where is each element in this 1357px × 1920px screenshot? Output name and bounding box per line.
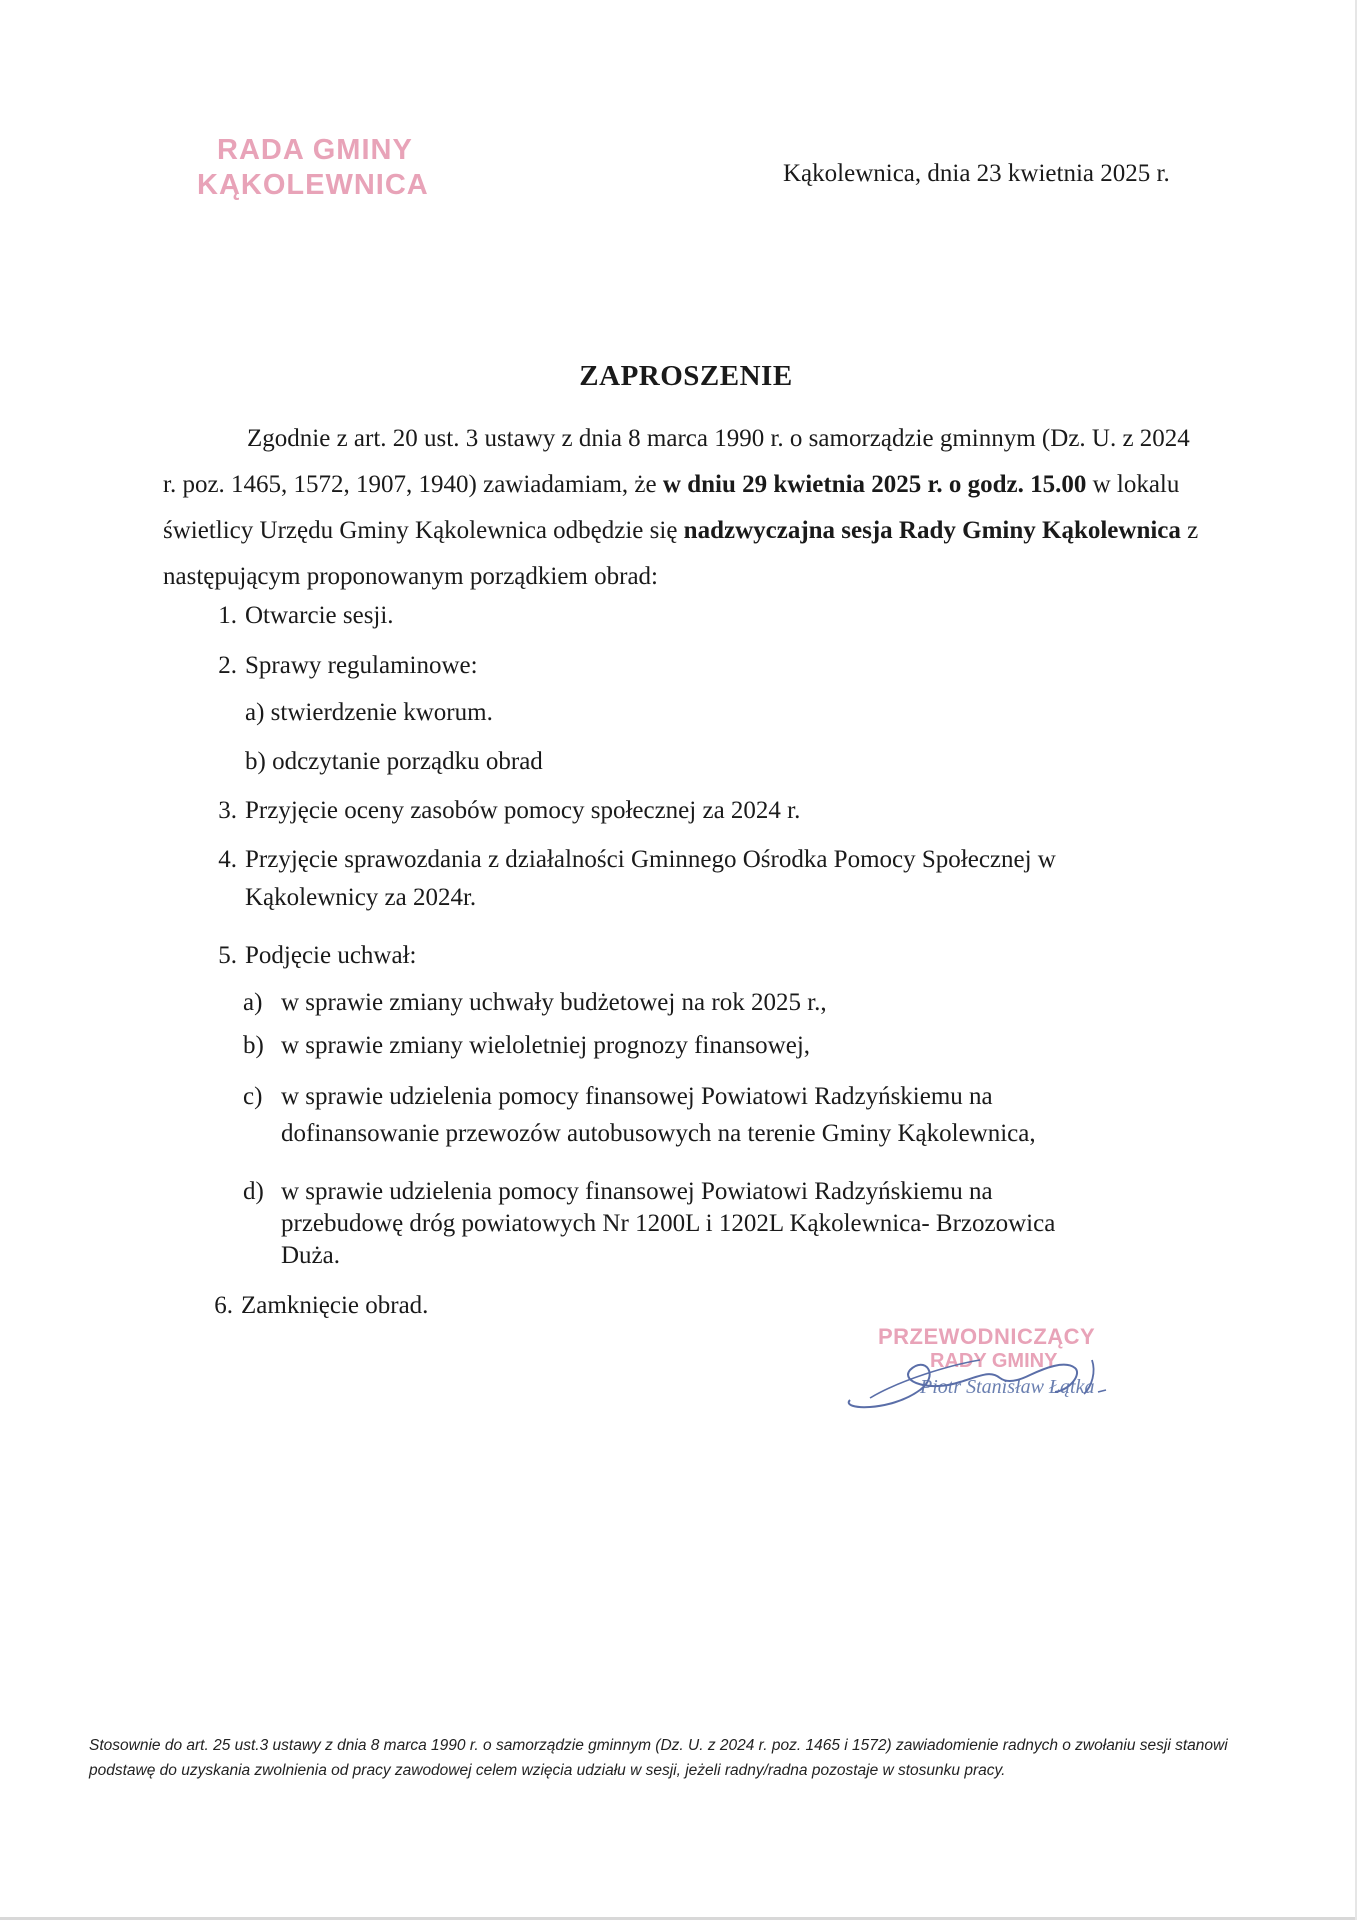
handwritten-signature xyxy=(830,1320,1130,1420)
agenda-subitem-5c xyxy=(243,1081,993,1112)
agenda-subitem-2b: b) odczytanie porządku obrad xyxy=(245,748,543,775)
chairman-signature-block xyxy=(830,1320,1130,1420)
agenda-number: 2. xyxy=(218,652,237,679)
agenda-subitem-5d-line-3: Duża. xyxy=(281,1242,340,1269)
signature-stamp-name: Piotr Stanisław Łątka xyxy=(920,1376,1095,1398)
agenda-text: Sprawy regulaminowe: xyxy=(245,652,478,679)
agenda-text: Podjęcie uchwał: xyxy=(245,942,417,969)
signature-stamp-subtitle: RADY GMINY xyxy=(930,1350,1058,1372)
intro-session-name: nadzwyczajna sesja Rady Gminy Kąkolewnica xyxy=(683,517,1181,544)
stamp-line-1: RADA GMINY xyxy=(217,134,413,166)
intro-paragraph xyxy=(163,416,1203,600)
document-title: ZAPROSZENIE xyxy=(579,360,793,392)
council-stamp xyxy=(197,133,429,203)
stamp-line-2: KĄKOLEWNICA xyxy=(197,169,429,201)
agenda-item-6 xyxy=(191,1290,428,1321)
subitem-marker: a) xyxy=(243,989,263,1016)
legal-footnote: Stosownie do art. 25 ust.3 ustawy z dnia 8 marca 1990 r. o samorządzie gminnym (Dz. U. z 2024 r. poz. 1465 i 1572) zawiadomienie radnych o zwołaniu sesji stanowi podstawę do uzyskania zwolnienia od pracy zawodowej celem wzięcia udziału w sesji, jeżeli radny/radna pozostaje w stosunku pracy. xyxy=(89,1737,1228,1779)
agenda-subitem-5b xyxy=(243,1030,810,1061)
agenda-subitem-5d-line-2: przebudowę dróg powiatowych Nr 1200L i 1202L Kąkolewnica- Brzozowica xyxy=(281,1210,1056,1237)
intro-text-2: w lokalu świetlicy Urzędu Gminy Kąkolewnica odbędzie się xyxy=(163,471,1180,544)
agenda-item-4-line-2: Kąkolewnicy za 2024r. xyxy=(245,884,477,911)
intro-indent xyxy=(163,425,247,452)
agenda-subitem-5d xyxy=(243,1176,993,1207)
agenda-item-2 xyxy=(195,650,478,681)
subitem-marker: c) xyxy=(243,1083,263,1110)
agenda-item-4 xyxy=(195,844,1056,875)
agenda-item-3 xyxy=(195,795,800,826)
agenda-number: 3. xyxy=(218,797,237,824)
place-and-date: Kąkolewnica, dnia 23 kwietnia 2025 r. xyxy=(783,160,1170,187)
agenda-text: Przyjęcie sprawozdania z działalności Gminnego Ośrodka Pomocy Społecznej w xyxy=(245,846,1056,873)
subitem-text: w sprawie zmiany uchwały budżetowej na rok 2025 r., xyxy=(281,989,827,1016)
agenda-item-5 xyxy=(195,940,416,971)
subitem-text: w sprawie udzielenia pomocy finansowej Powiatowi Radzyńskiemu na xyxy=(281,1083,993,1110)
agenda-number: 1. xyxy=(218,602,237,629)
agenda-text: Przyjęcie oceny zasobów pomocy społecznej za 2024 r. xyxy=(245,797,801,824)
subitem-text: w sprawie udzielenia pomocy finansowej Powiatowi Radzyńskiemu na xyxy=(281,1178,993,1205)
subitem-marker: b) xyxy=(243,1032,264,1059)
agenda-subitem-5c-line-2: dofinansowanie przewozów autobusowych na terenie Gminy Kąkolewnica, xyxy=(281,1120,1036,1147)
signature-stamp-title: PRZEWODNICZĄCY xyxy=(878,1324,1096,1349)
intro-text-3: z następującym proponowanym porządkiem obrad: xyxy=(163,517,1199,590)
agenda-item-1 xyxy=(195,600,394,631)
subitem-text: w sprawie zmiany wieloletniej prognozy finansowej, xyxy=(281,1032,811,1059)
subitem-marker: d) xyxy=(243,1178,264,1205)
intro-text-1: Zgodnie z art. 20 ust. 3 ustawy z dnia 8 marca 1990 r. o samorządzie gminnym (Dz. U. z 2024 r. poz. 1465, 1572, 1907, 1940) zawiadamiam, że xyxy=(163,425,1190,498)
agenda-subitem-2a: a) stwierdzenie kworum. xyxy=(245,699,493,726)
agenda-number: 6. xyxy=(214,1292,233,1319)
agenda-subitem-5a xyxy=(243,987,827,1018)
agenda-text: Otwarcie sesji. xyxy=(245,602,394,629)
agenda-number: 5. xyxy=(218,942,237,969)
agenda-number: 4. xyxy=(218,846,237,873)
intro-date-time: w dniu 29 kwietnia 2025 r. o godz. 15.00 xyxy=(662,471,1087,498)
agenda-text: Zamknięcie obrad. xyxy=(241,1292,429,1319)
